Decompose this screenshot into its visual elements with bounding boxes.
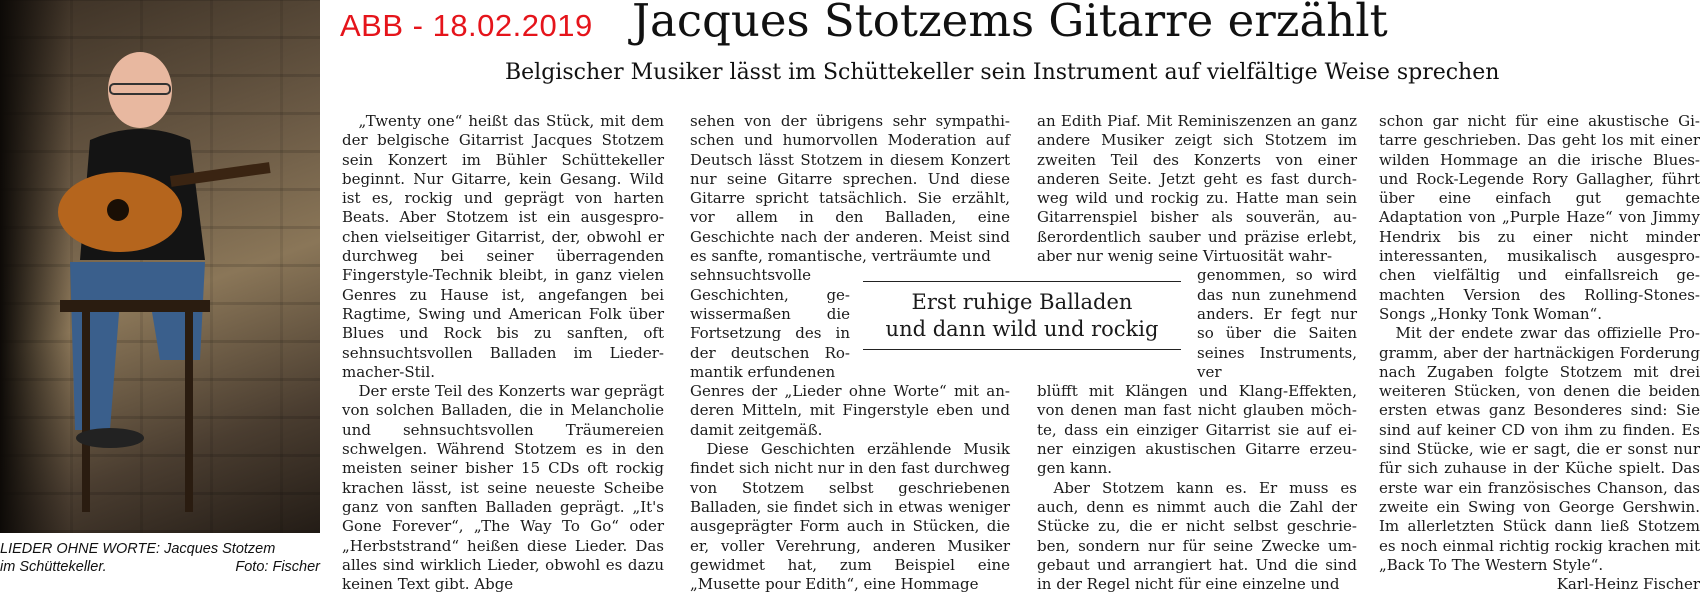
head-shape xyxy=(108,52,172,128)
paragraph: Diese Geschichten erzählende Musik findet sich nicht nur in den fast durchweg von Stotzem selbst geschriebenen Balladen, sie findet sich in etwas weniger ausgeprägter Form auch in Stücken, die er, voller Verehrung, anderen Musiker gewidmet hat, zum Beispiel eine „Musette pour Edith“, eine Hommage xyxy=(690,440,1010,594)
paragraph: sehen von der übrigens sehr sympathischen und humorvollen Moderation auf Deutsch lässt Stotzem in diesem Konzert nur seine Gitarre sprechen. Und diese Gitarre spricht tatsächlich. Sie erzählt, vor allem in den Balladen, eine Geschichte nach der anderen. Meist sind es sanfte, romantische, verträumte und xyxy=(690,112,1010,266)
article-column-1 xyxy=(342,112,664,594)
stool-leg xyxy=(82,312,90,512)
article-column-2 xyxy=(690,112,1010,594)
shoe-shape xyxy=(76,428,144,448)
paragraph: Genres der „Lieder ohne Worte“ mit anderen Mitteln, mit Fingerstyle eben und damit zeitgemäß. xyxy=(690,382,1010,439)
paragraph: schon gar nicht für eine akustische Gitarre geschrieben. Das geht los mit einer wilden Hommage an die irische Blues- und Rock-Legende Rory Gallagher, führt über eine einfach gut gemachte Adaptation von „Purple Haze“ von Jimmy Hendrix bis zu einer nicht minder interessanten, musikalisch ausgesprochen vielfältig und einfallsreich gemachten Version des Rolling-Stones-Songs „Honky Tonk Woman“. xyxy=(1379,112,1700,323)
caption-line-2 xyxy=(0,558,320,576)
guitarist-illustration xyxy=(0,0,320,533)
article-column-4 xyxy=(1379,112,1700,594)
photo-credit: Foto: Fischer xyxy=(235,559,320,575)
caption-line-1: LIEDER OHNE WORTE: Jacques Stotzem xyxy=(0,541,276,557)
guitar-soundhole xyxy=(107,199,129,221)
jeans-shape xyxy=(70,262,205,430)
guitarist-photo xyxy=(0,0,320,533)
article-headline: Jacques Stotzems Gitarre erzählt xyxy=(632,0,1388,47)
stool-leg xyxy=(185,312,193,512)
author-byline: Karl-Heinz Fischer xyxy=(1556,575,1700,594)
article-subheadline: Belgischer Musiker lässt im Schüttekeller sein Instrument auf vielfältige Weise sprechen xyxy=(505,60,1500,85)
pull-quote-line-2: und dann wild und rockig xyxy=(885,317,1159,341)
paragraph: an Edith Piaf. Mit Reminiszenzen an ganz andere Musiker zeigt sich Stotzem im zweiten Teil des Konzerts von einer anderen Seite. Jetzt geht es fast durchweg wild und rockig zu. Hatte man sein Gitarrenspiel bisher als souverän, außerordentlich sauber und präzise erlebt, aber nur wenig seine Virtuosität wahr- xyxy=(1037,112,1357,266)
photo-caption xyxy=(0,540,320,576)
pull-quote-line-1: Erst ruhige Balladen xyxy=(911,290,1133,314)
paragraph xyxy=(1379,324,1700,594)
paragraph-text: Mit der endete zwar das offizielle Programm, aber der hartnäckigen Forderung nach Zugaben folgte Stotzem mit drei weiteren Stücken, von denen die beiden ersten etwas ganz Besonderes sind: Sie sind auf keiner CD von ihm zu finden. Es sind Stücke, wie er sagt, die er sonst nur für sich zuhause in der Küche spielt. Das erste war ein französisches Chanson, das zweite ein Swing von George Gershwin. Im allerletzten Stück dann ließ Stotzem es noch einmal richtig rockig krachen mit „Back To The Western Style“. xyxy=(1379,324,1700,574)
article-column-3 xyxy=(1037,112,1357,594)
paragraph: blüfft mit Klängen und Klang-Effekten, von denen man fast nicht glauben möchte, dass ein einziger Gitarrist sie auf einer einzigen akustischen Gitarre erzeugen kann. xyxy=(1037,382,1357,478)
paragraph: „Twenty one“ heißt das Stück, mit dem der belgische Gitarrist Jacques Stotzem sein Konzert im Bühler Schüttekeller beginnt. Nur Gitarre, kein Gesang. Wild ist es, rockig und geprägt von harten Beats. Aber Stotzem ist ein ausgesprochen vielseitiger Gitarrist, der, obwohl er durchweg bei seiner überragenden Fingerstyle-Technik bleibt, in ganz vielen Genres zu Hause ist, angefangen bei Ragtime, Swing und American Folk über Blues und Rock bis zu sanften, oft sehnsuchtsvollen Balladen im Liedermacher-Stil. xyxy=(342,112,664,381)
paragraph: sehnsuchtsvolle Geschichten, gewissermaßen die Fortsetzung des in der deutschen Romantik erfundenen xyxy=(690,266,850,381)
caption-location: im Schüttekeller. xyxy=(0,559,107,575)
paragraph: Aber Stotzem kann es. Er muss es auch, denn es nimmt auch die Zahl der Stücke zu, die er nicht selbst geschrieben, sondern nur für seine Zwecke umgebaut und arrangiert hat. Und die sind in der Regel nicht für eine einzelne und xyxy=(1037,478,1357,594)
stool-seat xyxy=(60,300,210,312)
date-stamp: ABB - 18.02.2019 xyxy=(340,8,593,43)
paragraph: Der erste Teil des Konzerts war geprägt von solchen Balladen, die in Melancholie und sehnsuchtsvollen Träumereien schwelgen. Während Stotzem es in den meisten seiner bisher 15 CDs oft rockig krachen lässt, ist seine neueste Scheibe ganz von sanften Balladen geprägt. „It's Gone Forever“, „The Way To Go“ oder „Herbststrand“ heißen diese Lieder. Das alles sind wirklich Lieder, obwohl es dazu keinen Text gibt. Abge xyxy=(342,382,664,594)
paragraph: genommen, so wird das nun zunehmend anders. Er fegt nur so über die Saiten seines Instruments, ver xyxy=(1197,266,1357,381)
